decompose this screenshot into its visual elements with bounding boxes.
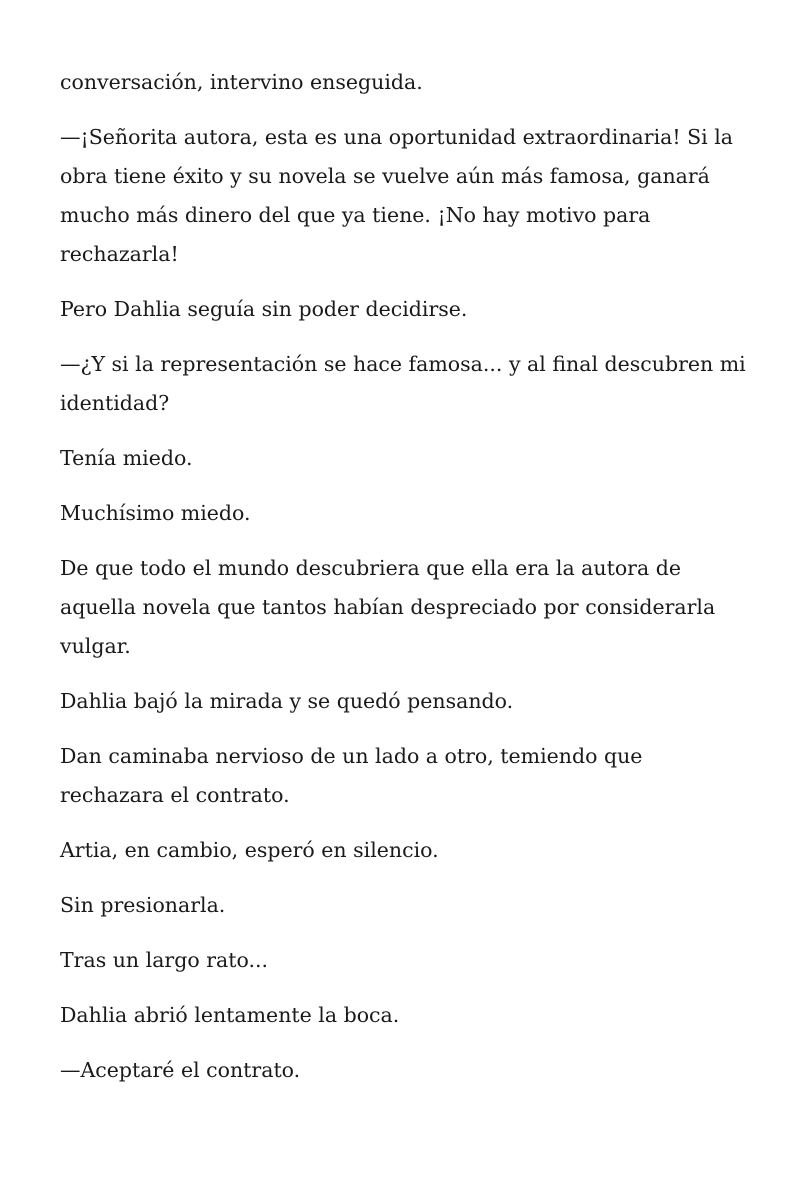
paragraph: Sin presionarla. bbox=[60, 893, 226, 917]
paragraph: De que todo el mundo descubriera que ella era la autora de aquella novela que tantos habían despreciado por considerarla vulgar. bbox=[60, 556, 716, 658]
reader-page bbox=[60, 63, 750, 1106]
paragraph: Dan caminaba nervioso de un lado a otro, temiendo que rechazara el contrato. bbox=[60, 744, 643, 807]
paragraph: Tras un largo rato... bbox=[60, 948, 269, 972]
paragraph: Muchísimo miedo. bbox=[60, 501, 251, 525]
paragraph: —¿Y si la representación se hace famosa... y al final descubren mi identidad? bbox=[60, 352, 746, 415]
paragraph: —Aceptaré el contrato. bbox=[60, 1058, 301, 1082]
paragraph: Pero Dahlia seguía sin poder decidirse. bbox=[60, 297, 468, 321]
paragraph: Dahlia abrió lentamente la boca. bbox=[60, 1003, 400, 1027]
paragraph: Dahlia bajó la mirada y se quedó pensando. bbox=[60, 689, 514, 713]
paragraph: —¡Señorita autora, esta es una oportunidad extraordinaria! Si la obra tiene éxito y su novela se vuelve aún más famosa, ganará mucho más dinero del que ya tiene. ¡No hay motivo para rechazarla! bbox=[60, 125, 734, 266]
paragraph: conversación, intervino enseguida. bbox=[60, 70, 423, 94]
paragraph: Artia, en cambio, esperó en silencio. bbox=[60, 838, 439, 862]
paragraph: Tenía miedo. bbox=[60, 446, 193, 470]
